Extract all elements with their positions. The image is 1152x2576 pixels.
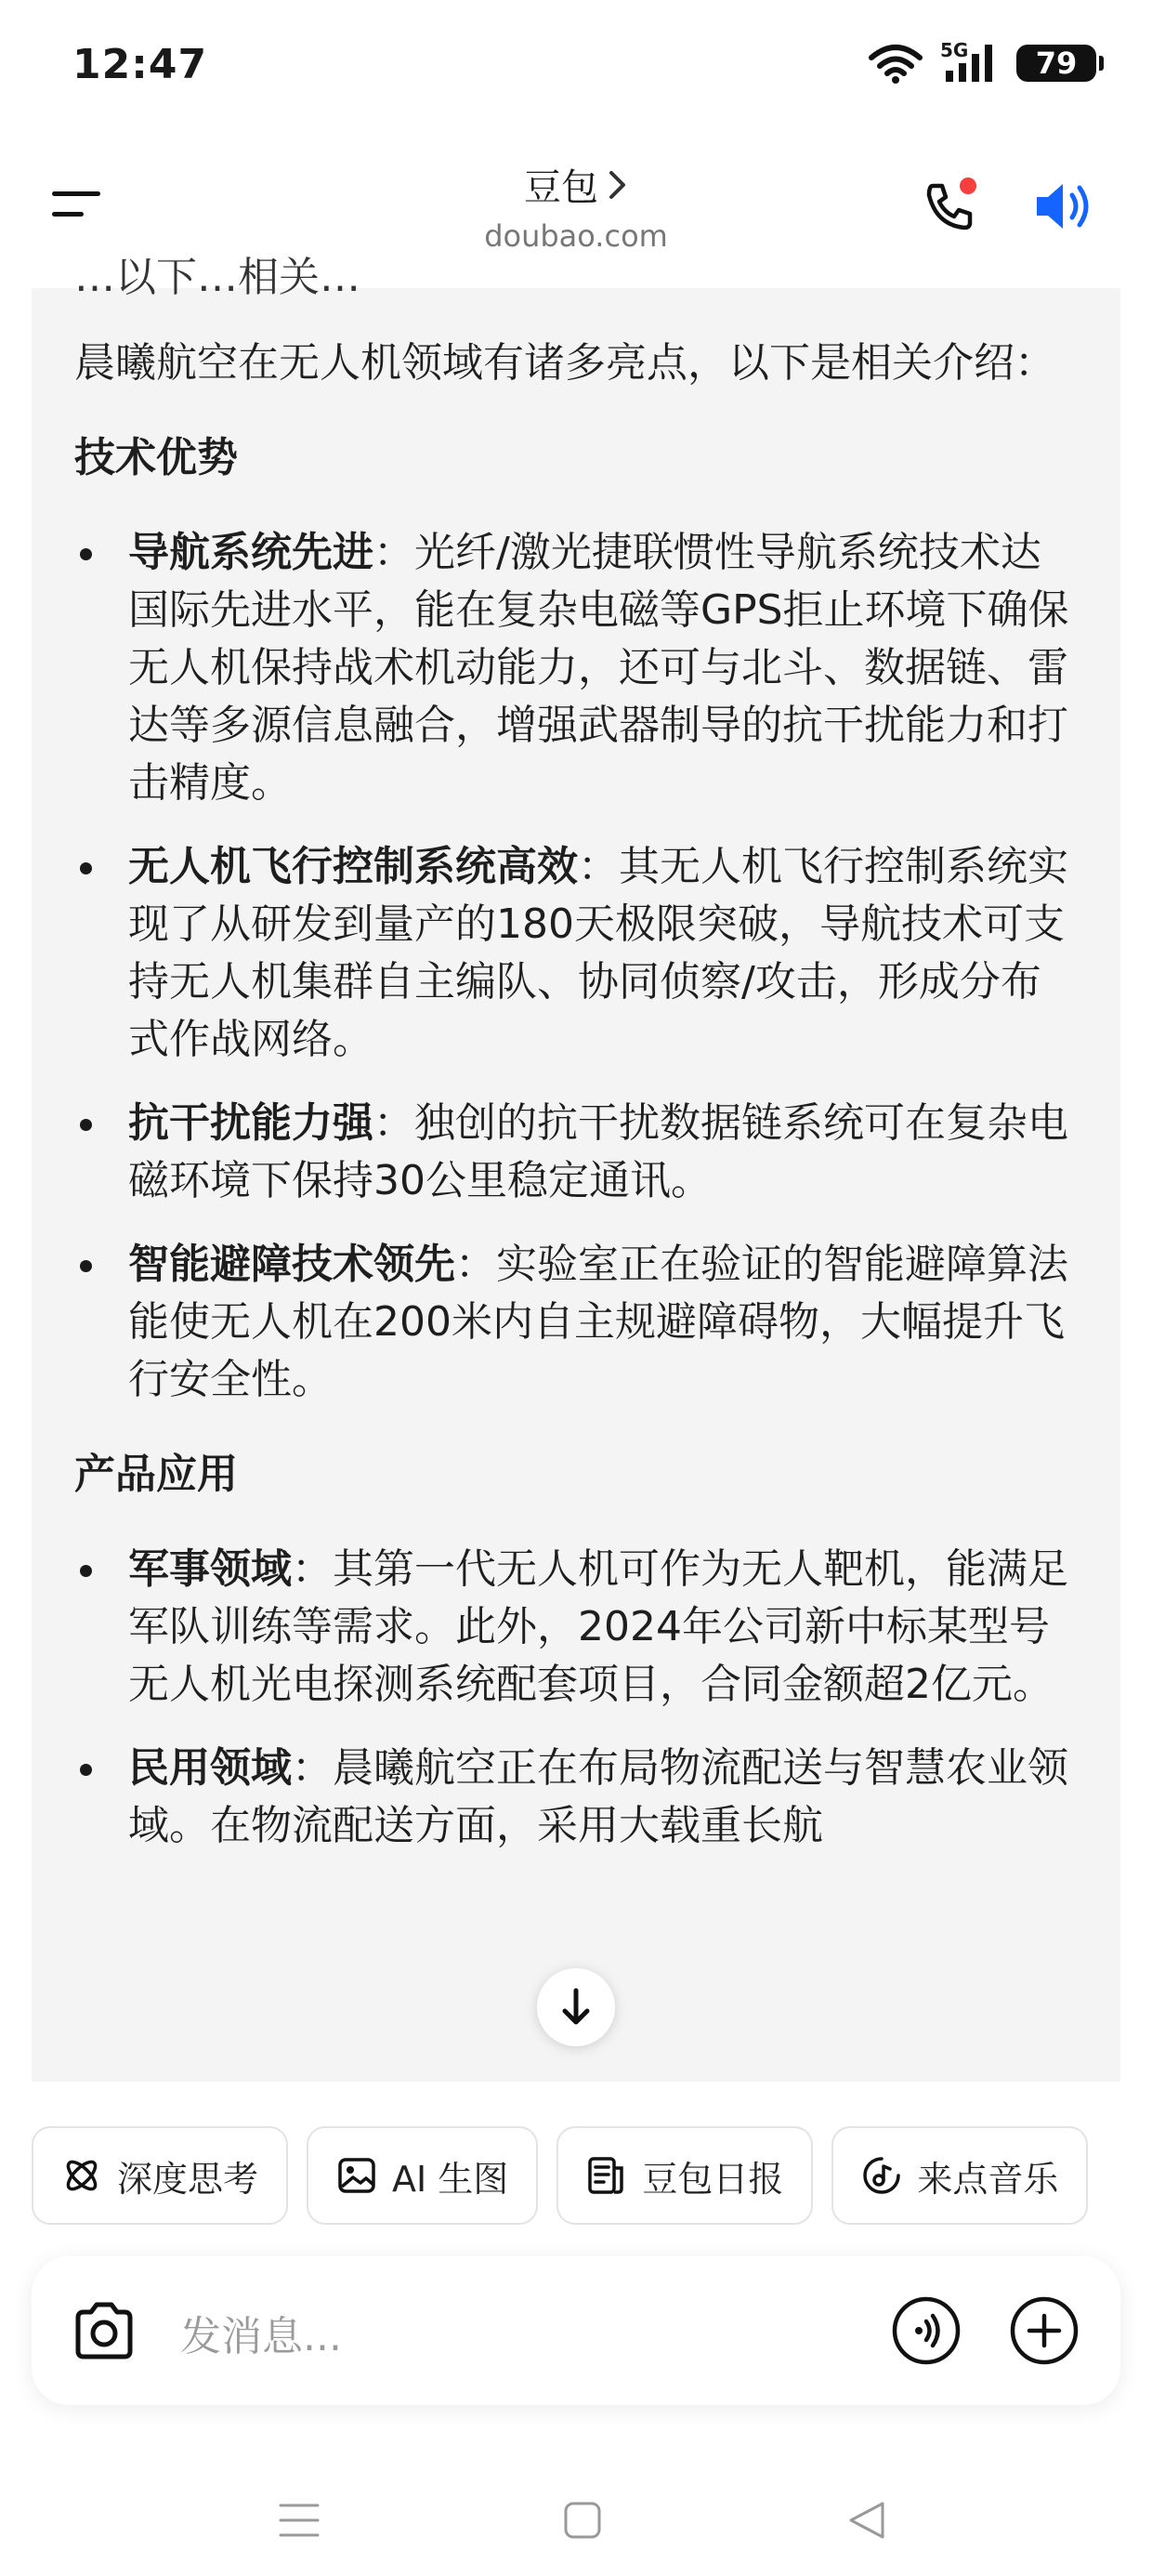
message-composer — [32, 2256, 1120, 2405]
list-item — [74, 1740, 1078, 1855]
list-item — [74, 838, 1078, 1069]
bullet-text: ：实验室正在验证的智能避障算法能使无人机在200米内自主规避障碍物，大幅提升飞行安全性。 — [128, 1241, 1068, 1403]
bullet-label: 抗干扰能力强 — [128, 1099, 373, 1147]
bullet-text: ：晨曦航空正在布局物流配送与智慧农业领域。在物流配送方面，采用大载重长航 — [128, 1744, 1068, 1849]
bullet-list — [74, 1541, 1078, 1855]
speaker-icon[interactable] — [1031, 177, 1096, 236]
message-intro: 晨曦航空在无人机领域有诸多亮点，以下是相关介绍： — [74, 339, 1055, 387]
music-icon — [861, 2155, 902, 2196]
camera-icon[interactable] — [71, 2299, 137, 2364]
bullet-text: ：其第一代无人机可作为无人靶机，能满足军队训练等需求。此外，2024年公司新中标某型号无人机光电探测系统配套项目，合同金额超2亿元。 — [128, 1545, 1068, 1708]
chip-label: 深度思考 — [117, 2158, 259, 2200]
chevron-right-icon — [608, 169, 628, 201]
bullet-label: 智能避障技术领先 — [128, 1241, 455, 1288]
list-item — [74, 1095, 1078, 1210]
voice-input-icon[interactable] — [891, 2295, 962, 2366]
plus-icon[interactable] — [1009, 2295, 1080, 2366]
bullet-text: ：光纤/激光捷联惯性导航系统技术达国际先进水平，能在复杂电磁等GPS拒止环境下确保无人机保持战术机动能力，还可与北斗、数据链、雷达等多源信息融合，增强武器制导的抗干扰能力和打击精度。 — [128, 529, 1069, 807]
chip-daily-report[interactable] — [556, 2126, 813, 2225]
arrow-down-icon — [557, 1987, 595, 2028]
section-title: 产品应用 — [74, 1451, 238, 1498]
clipped-text-line: …以下…相关… — [74, 254, 360, 301]
atom-icon — [61, 2155, 102, 2196]
network-type: 5G — [940, 39, 969, 61]
phone-call-icon[interactable] — [920, 177, 979, 236]
chip-label: 豆包日报 — [642, 2158, 784, 2200]
bullet-list — [74, 524, 1078, 1409]
list-item — [74, 1236, 1078, 1409]
back-icon[interactable] — [845, 2498, 888, 2543]
section-title: 技术优势 — [74, 434, 238, 481]
menu-icon[interactable] — [48, 186, 108, 223]
notification-dot — [960, 177, 976, 194]
bullet-text: ：独创的抗干扰数据链系统可在复杂电磁环境下保持30公里稳定通讯。 — [128, 1099, 1068, 1204]
status-time: 12:47 — [72, 41, 208, 88]
chip-ai-image[interactable] — [307, 2126, 538, 2225]
bullet-label: 导航系统先进 — [128, 529, 373, 576]
site-domain: doubao.com — [484, 218, 668, 254]
chip-deep-thinking[interactable] — [32, 2126, 288, 2225]
battery-icon: 79 — [1016, 45, 1096, 82]
list-item — [74, 1541, 1078, 1714]
message-input[interactable]: 发消息... — [180, 2313, 342, 2360]
app-title: 豆包 — [524, 166, 598, 209]
page-title[interactable] — [524, 158, 628, 211]
status-bar — [0, 0, 1152, 130]
quick-actions — [32, 2126, 1088, 2225]
wifi-icon — [868, 43, 923, 84]
header-title-block[interactable] — [390, 158, 762, 254]
assistant-message — [32, 254, 1120, 2082]
bullet-label: 无人机飞行控制系统高效 — [128, 843, 578, 890]
status-icons — [868, 39, 1096, 84]
scroll-to-bottom-button[interactable] — [537, 1968, 615, 2046]
bullet-label: 军事领域 — [128, 1545, 292, 1593]
list-item — [74, 524, 1078, 812]
system-nav-bar — [0, 2453, 1152, 2576]
chip-label: AI 生图 — [392, 2158, 509, 2200]
chip-music[interactable] — [831, 2126, 1088, 2225]
home-icon[interactable] — [562, 2500, 603, 2541]
image-icon — [336, 2155, 377, 2196]
cellular-signal-icon — [940, 39, 1000, 84]
bullet-text: ：其无人机飞行控制系统实现了从研发到量产的180天极限突破，导航技术可支持无人机集群自主编队、协同侦察/攻击，形成分布式作战网络。 — [128, 843, 1068, 1063]
recent-apps-icon[interactable] — [279, 2502, 320, 2539]
bullet-label: 民用领域 — [128, 1744, 292, 1792]
chip-label: 来点音乐 — [917, 2158, 1059, 2200]
newspaper-icon — [586, 2155, 627, 2196]
